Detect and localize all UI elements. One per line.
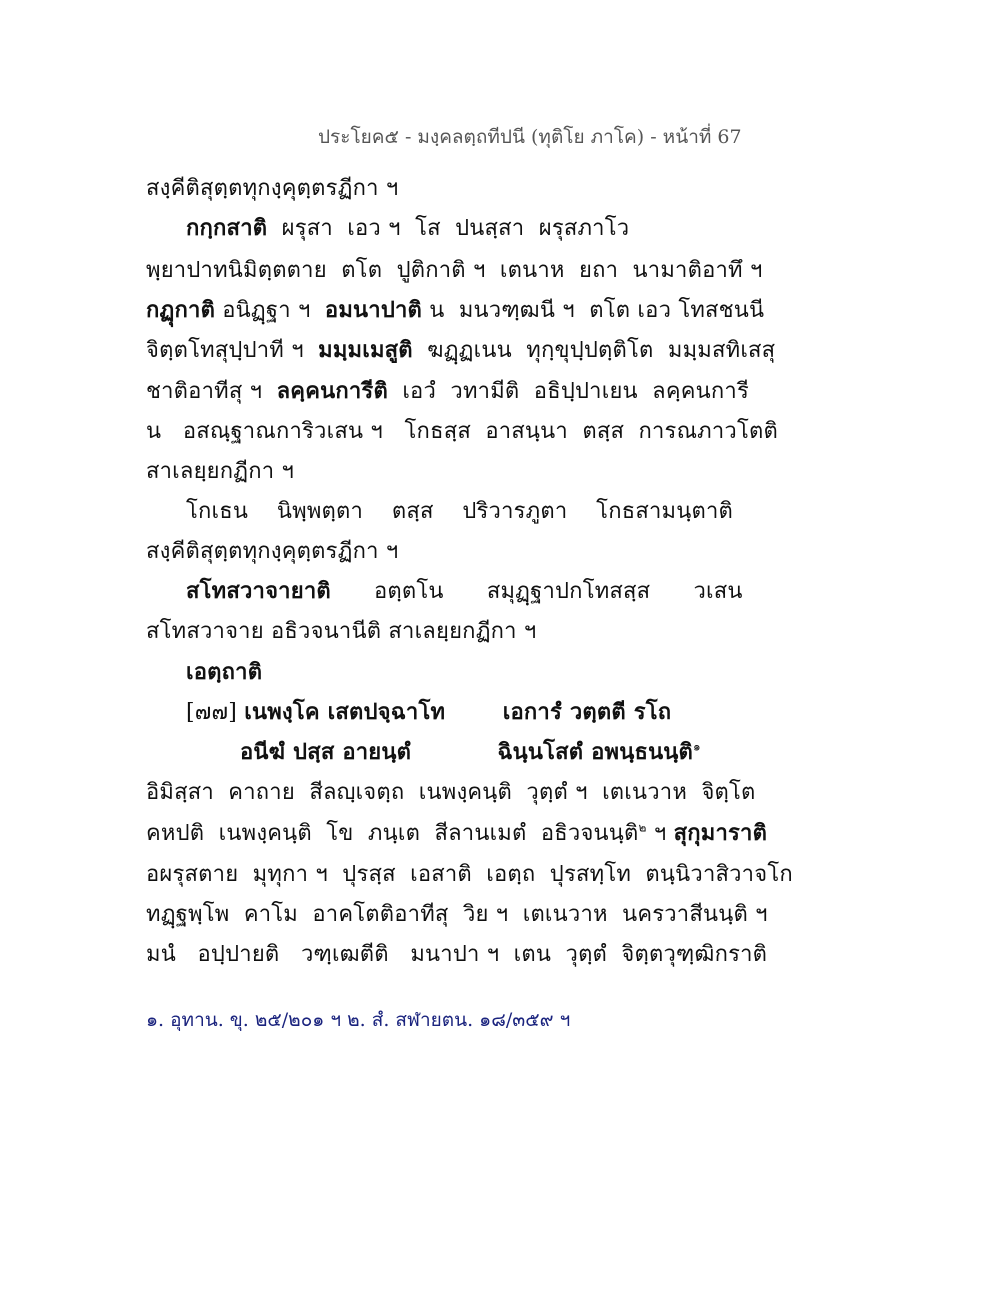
footnotes: ๑. อุทาน. ขุ. ๒๕/๒๐๑ ฯ ๒. สํ. สฬายตน. ๑๘/๓๕๙ ฯ xyxy=(146,1009,571,1031)
text-line xyxy=(146,774,756,809)
text-run: คหปติ เนพงฺคนฺติ โข ภนฺเต สีลานเมตํ อธิวจนนฺติ xyxy=(146,821,639,846)
text-run: อนิฏฺฐา ฯ xyxy=(215,298,325,323)
bold-term: สุกุมาราติ xyxy=(673,820,768,846)
text-line xyxy=(146,896,768,931)
text-run: น อสณฺฐาณการิวเสน ฯ โกธสฺส อาสนฺนา ตสฺส การณภาวโตติ xyxy=(146,419,778,444)
text-line xyxy=(146,856,793,891)
text-run: ฯ xyxy=(646,821,674,846)
footnote-marker: ๒ xyxy=(638,820,647,835)
text-run: อผรุสตาย มุทุกา ฯ ปุรสฺส เอสาติ เอตฺถ ปุรสทฺโท ตนฺนิวาสิวาจโก xyxy=(146,862,793,887)
text-line xyxy=(146,292,764,327)
text-run: เอวํ วทามีติ อธิปฺปาเยน ลคฺคนการี xyxy=(387,379,749,404)
bold-term: อนีฆํ ปสฺส อายนฺตํ xyxy=(240,739,412,765)
bold-term: เอการํ วตฺตตี รโถ xyxy=(502,699,672,725)
text-line xyxy=(240,734,701,769)
text-line xyxy=(186,493,733,528)
text-run: [๗๗] xyxy=(186,700,245,725)
text-run: พฺยาปาทนิมิตฺตตาย ตโต ปูติกาติ ฯ เตนาห ยถา นามาติอาทึ ฯ xyxy=(146,258,763,283)
text-run: สงฺคีติสุตฺตทุกงฺคุตฺตรฏีกา ฯ xyxy=(146,539,399,564)
text-run: จิตฺตโทสุปฺปาที ฯ xyxy=(146,338,319,363)
text-line xyxy=(146,453,294,488)
bold-term: กฏุกาติ xyxy=(146,297,216,323)
bold-term: เนพงฺโค เสตปจฺฉาโท xyxy=(244,699,446,725)
bold-term: สโทสวาจายาติ xyxy=(186,578,331,604)
bold-term: เอตฺถาติ xyxy=(186,659,263,685)
bold-term: ฉินฺนโสตํ อพนฺธนนฺติ xyxy=(497,739,694,765)
text-line xyxy=(186,654,262,689)
text-run: น มนวฑฺฒนี ฯ ตโต เอว โทสชนนี xyxy=(422,298,765,323)
footnote-marker: ๑ xyxy=(693,739,701,754)
text-line xyxy=(146,815,767,850)
text-line xyxy=(146,533,398,568)
text-run xyxy=(411,740,497,765)
text-run: ผรุสา เอว ฯ โส ปนสฺสา ผรุสภาโว xyxy=(267,216,630,241)
text-run: สงฺคีติสุตฺตทุกงฺคุตฺตรฏีกา ฯ xyxy=(146,176,399,201)
text-line xyxy=(146,413,778,448)
text-line xyxy=(146,252,763,287)
text-line xyxy=(186,694,671,729)
bold-term: อมนาปาติ xyxy=(324,297,423,323)
text-line xyxy=(146,170,398,205)
text-run: อตฺตโน สมุฏฺฐาปกโทสสฺส วเสน xyxy=(330,579,743,604)
bold-term: กกฺกสาติ xyxy=(186,215,268,241)
text-run: อิมิสฺสา คาถาย สีลญฺเจตฺถ เนพงฺคนฺติ วุตฺตํ ฯ เตเนวาห จิตฺโต xyxy=(146,780,756,805)
text-run: ชาติอาทีสุ ฯ xyxy=(146,379,277,404)
text-run: โกเธน นิพฺพตฺตา ตสฺส ปริวารภูตา โกธสามนฺตาติ xyxy=(186,499,733,524)
text-run: สโทสวาจาย อธิวจนานีติ สาเลยฺยกฏีกา ฯ xyxy=(146,619,537,644)
text-line xyxy=(146,332,775,367)
text-line xyxy=(146,373,749,408)
text-line xyxy=(146,936,767,971)
text-run: สาเลยฺยกฏีกา ฯ xyxy=(146,459,295,484)
bold-term: ลคฺคนการีติ xyxy=(276,378,388,404)
bold-term: มมฺมเมสูติ xyxy=(318,337,413,363)
text-run: มนํ อปฺปายติ วฑฺเฒตีติ มนาปา ฯ เตน วุตฺตํ จิตฺตวุฑฺฒิกราติ xyxy=(146,942,768,967)
text-line xyxy=(186,210,629,245)
text-run: ฆฏฺฏเนน ทุกฺขุปฺปตฺติโต มมฺมสทิเสสุ xyxy=(412,338,776,363)
page-header: ประโยค๕ - มงฺคลตฺถทีปนี (ทุติโย ภาโค) - หน้าที่ 67 xyxy=(318,126,742,148)
text-line xyxy=(146,613,536,648)
text-run: ทฏฺฐพฺโพ คาโม อาคโตติอาทีสุ วิย ฯ เตเนวาห นครวาสีนนฺติ ฯ xyxy=(146,902,768,927)
text-line xyxy=(186,573,743,608)
text-run xyxy=(445,700,503,725)
